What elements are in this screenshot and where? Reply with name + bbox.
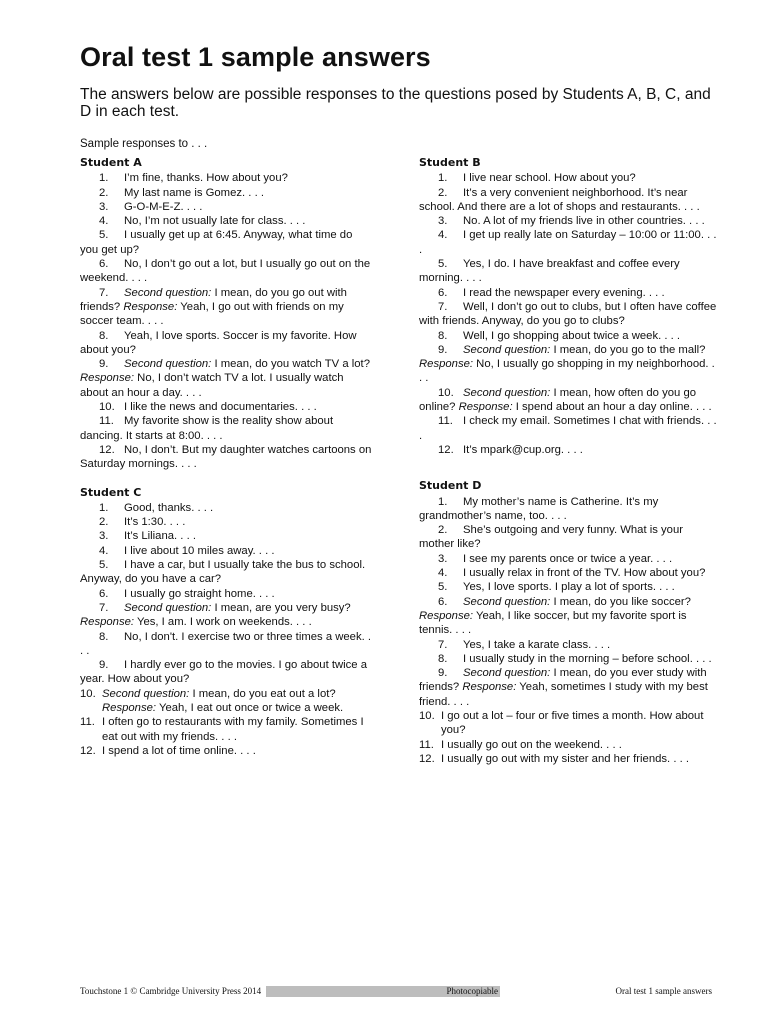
answer-item [80,744,372,758]
answer-number: 1. [99,501,109,514]
answer-number: 1. [99,172,109,185]
answer-text [419,186,719,215]
answer-item [419,257,719,286]
answer-text [419,300,719,329]
answer-label: Second question: [463,386,551,399]
answer-item [80,558,372,587]
answer-item [419,228,719,257]
answer-item [419,186,719,215]
answer-segment: I see my parents once or twice a year. . . . [463,552,673,565]
answer-number: 5. [438,581,448,594]
answer-segment: Yeah, I love sports. Soccer is my favorite. How about you? [80,329,357,356]
answer-segment: I often go to restaurants with my family. Sometimes I eat out with my friends. . . . [102,716,364,743]
answer-number: 11. [438,415,453,428]
page-footer [80,986,712,998]
answer-text [419,228,719,257]
answer-item [419,566,719,580]
answer-item [419,552,719,566]
answer-label: Response: [80,372,135,385]
answer-text [419,414,719,443]
answer-segment: It’s Liliana. . . . [124,530,197,543]
answer-segment: No, I usually go shopping in my neighborhood. . . . [419,358,715,385]
answer-number: 8. [99,329,109,342]
answer-segment: I live near school. How about you? [463,172,636,185]
answer-item [80,357,372,400]
answer-item [80,200,372,214]
answer-item [80,715,372,744]
answer-number: 5. [99,229,109,242]
answer-segment: Yes, I do. I have breakfast and coffee every morning. . . . [419,258,680,285]
answer-segment: No, I don’t go out a lot, but I usually go out on the weekend. . . . [80,258,371,285]
answer-item [419,329,719,343]
student-b-answers [419,171,719,457]
answer-label: Response: [80,616,135,629]
answer-number: 2. [438,524,448,537]
answer-number: 2. [438,186,448,199]
answer-label: Second question: [463,343,551,356]
answer-number: 11. [99,415,114,428]
answer-text [80,630,372,659]
answer-segment: I mean, do you go out with friends? [80,286,347,313]
sample-responses-lead: Sample responses to . . . [80,138,208,150]
answer-text [80,414,372,443]
student-b-section [419,156,719,457]
answer-text [419,214,719,228]
answer-segment: I mean, are you very busy? [211,601,351,614]
answer-number: 3. [99,530,109,543]
answer-label: Response: [102,701,157,714]
answer-item [80,515,372,529]
answer-segment: I spend about an hour a day online. . . . [512,401,712,414]
answer-item [80,186,372,200]
answer-item [419,443,719,457]
answer-number: 2. [99,186,109,199]
answer-text [80,200,372,214]
answer-segment: I go out a lot – four or five times a month. How about you? [441,709,704,737]
answer-text [80,329,372,358]
answer-item [80,587,372,601]
answer-number: 7. [438,300,448,313]
footer-photocopiable-bar [266,986,500,997]
answer-segment: Well, I go shopping about twice a week. . . . [463,329,681,342]
answer-segment: I mean, do you eat out a lot? [189,687,336,700]
answer-segment: Good, thanks. . . . [124,501,214,514]
answer-text [419,495,719,524]
answer-text [419,566,719,580]
answer-number: 8. [438,329,448,342]
answer-number: 12. [438,443,454,456]
answer-text [419,595,719,638]
answer-segment: I have a car, but I usually take the bus to school. Anyway, do you have a car? [80,559,366,586]
answer-segment: I usually get up at 6:45. Anyway, what time do you get up? [80,229,353,256]
student-d-answers [419,495,719,767]
answer-number: 4. [438,567,448,580]
answer-number: 4. [99,544,109,557]
answer-label: Second question: [463,667,551,680]
answer-number: 6. [99,587,109,600]
answer-text [80,658,372,687]
answer-text [80,357,372,400]
answer-text [419,738,719,752]
answer-segment: No. A lot of my friends live in other countries. . . . [463,215,705,228]
answer-segment: Yeah, I eat out once or twice a week. [156,701,344,714]
answer-segment: I mean, how often do you go online? [419,386,697,414]
answer-segment: It’s a very convenient neighborhood. It’s near school. And there are a lot of shops and restaurants. . . . [419,186,700,213]
answer-segment: No, I don’t watch TV a lot. I usually watch about an hour a day. . . . [80,372,344,399]
footer-copyright: Touchstone 1 © Cambridge University Press 2014 [80,986,262,996]
answer-item [80,529,372,543]
answer-item [80,630,372,659]
answer-item [80,443,372,472]
answer-number: 11. [80,716,95,729]
answer-segment: No, I don't. I exercise two or three times a week. . . . [80,630,372,657]
answer-item [80,601,372,630]
answer-item [419,752,719,766]
student-c-section [80,486,372,759]
answer-number: 4. [99,215,109,228]
answer-text [80,715,372,744]
answer-segment: I usually go out on the weekend. . . . [441,738,622,751]
answer-item [419,343,719,386]
answer-text [80,286,372,329]
answer-text [419,638,719,652]
answer-item [80,414,372,443]
answer-text [80,400,372,414]
answer-item [419,300,719,329]
footer-page-label: Oral test 1 sample answers [615,986,712,996]
student-c-answers [80,501,372,758]
answer-segment: I check my email. Sometimes I chat with friends. . . . [419,415,717,442]
answer-text [419,666,719,709]
answer-number: 6. [438,286,448,299]
answer-item [419,386,719,415]
answer-text [419,257,719,286]
answer-text [419,286,719,300]
answer-label: Response: [458,401,513,414]
answer-text [419,523,719,552]
answer-segment: I live about 10 miles away. . . . [124,544,275,557]
answer-number: 10. [419,709,435,722]
answer-segment: Yes, I am. I work on weekends. . . . [134,616,312,629]
answer-item [419,666,719,709]
answer-number: 10. [99,401,115,414]
answer-segment: I usually go out with my sister and her friends. . . . [441,752,690,765]
student-d-section [419,479,719,766]
answer-text [80,186,372,200]
answer-segment: No, I don’t. But my daughter watches cartoons on Saturday mornings. . . . [80,443,372,471]
right-column [419,156,719,780]
answer-item [419,595,719,638]
answer-number: 4. [438,229,448,242]
answer-number: 12. [99,443,115,456]
answer-number: 5. [99,559,109,572]
answer-number: 6. [99,258,109,271]
answer-segment: It’s mpark@cup.org. . . . [463,443,583,456]
answer-text [80,529,372,543]
answer-number: 6. [438,595,448,608]
answer-segment: She’s outgoing and very funny. What is your mother like? [419,524,683,551]
answer-segment: I’m fine, thanks. How about you? [124,172,288,185]
student-d-heading: Student D [419,479,482,493]
answer-text [419,343,719,386]
answer-number: 1. [438,172,448,185]
answer-segment: I hardly ever go to the movies. I go about twice a year. How about you? [80,659,368,686]
answer-number: 7. [99,601,109,614]
answer-label: Second question: [124,286,212,299]
answer-number: 8. [99,630,109,643]
answer-item [80,501,372,515]
answer-number: 9. [99,358,109,371]
answer-text [80,558,372,587]
answer-item [419,738,719,752]
answer-number: 8. [438,652,448,665]
answer-item [80,687,372,716]
answer-segment: I mean, do you ever study with friends? [419,667,707,694]
answer-number: 1. [438,495,448,508]
answer-item [419,709,719,738]
answer-item [80,286,372,329]
answer-item [80,400,372,414]
answer-text [419,709,719,738]
intro-paragraph: The answers below are possible responses to the questions posed by Students A, B, C, and D in each test. [80,86,711,120]
answer-text [80,257,372,286]
answer-item [419,214,719,228]
answer-number: 5. [438,258,448,271]
answer-label: Response: [123,300,178,313]
answer-segment: I usually go straight home. . . . [124,587,275,600]
answer-item [419,523,719,552]
answer-item [419,652,719,666]
answer-segment: I mean, do you go to the mall? [550,343,706,356]
answer-segment: G-O-M-E-Z. . . . [124,200,203,213]
answer-item [419,638,719,652]
answer-number: 7. [99,286,109,299]
student-a-heading: Student A [80,156,142,169]
student-a-answers [80,171,372,471]
answer-segment: Yes, I love sports. I play a lot of sports. . . . [463,581,675,594]
answer-number: 2. [99,516,109,529]
answer-item [80,171,372,185]
answer-text [80,171,372,185]
answer-text [419,443,719,457]
answer-text [80,515,372,529]
answer-text [80,443,372,472]
answer-text [419,329,719,343]
answer-item [419,171,719,185]
answer-number: 3. [99,200,109,213]
answer-segment: My favorite show is the reality show about dancing. It starts at 8:00. . . . [80,415,334,442]
answer-segment: I like the news and documentaries. . . . [124,401,317,414]
answer-number: 7. [438,638,448,651]
answer-number: 9. [438,667,448,680]
answer-item [80,257,372,286]
answer-text [80,687,372,716]
answer-text [80,744,372,758]
answer-text [419,752,719,766]
answer-number: 12. [80,744,96,757]
answer-segment: No, I’m not usually late for class. . . . [124,215,306,228]
answer-item [419,286,719,300]
answer-label: Second question: [102,687,190,700]
answer-item [80,658,372,687]
answer-item [80,544,372,558]
footer-photocopiable-label: Photocopiable [446,986,498,996]
student-b-heading: Student B [419,156,481,169]
left-column [80,156,372,772]
answer-segment: I read the newspaper every evening. . . . [463,286,665,299]
answer-item [419,495,719,524]
answer-number: 9. [99,659,109,672]
answer-number: 12. [419,752,435,765]
answer-number: 10. [438,386,454,399]
answer-segment: Yes, I take a karate class. . . . [463,638,611,651]
answer-text [419,580,719,594]
answer-segment: I spend a lot of time online. . . . [102,744,256,757]
answer-label: Response: [419,358,474,371]
student-c-heading: Student C [80,485,142,499]
answer-segment: I mean, do you like soccer? [550,595,691,608]
answer-label: Response: [462,681,517,694]
answer-text [80,601,372,630]
answer-text [80,214,372,228]
answer-segment: Yeah, I go out with friends on my soccer team. . . . [80,300,344,328]
answer-segment: Yeah, sometimes I study with my best friend. . . . [419,681,708,708]
answer-segment: Well, I don’t go out to clubs, but I often have coffee with friends. Anyway, do you go to clubs? [419,300,717,328]
answer-number: 9. [438,343,448,356]
student-a-section [80,156,372,472]
answer-item [80,228,372,257]
answer-item [419,414,719,443]
answer-text [419,652,719,666]
answer-text [80,501,372,515]
answer-segment: I usually study in the morning – before school. . . . [463,652,712,665]
answer-text [80,587,372,601]
answer-segment: My last name is Gomez. . . . [124,186,264,199]
answer-text [419,171,719,185]
answer-segment: Yeah, I like soccer, but my favorite sport is tennis. . . . [419,609,687,637]
answer-label: Second question: [463,595,551,608]
answer-text [80,228,372,257]
page-title: Oral test 1 sample answers [80,42,431,72]
answer-segment: It’s 1:30. . . . [124,516,186,529]
answer-label: Second question: [124,601,212,614]
answer-segment: I usually relax in front of the TV. How about you? [463,567,706,580]
answer-label: Response: [419,609,474,622]
answer-item [419,580,719,594]
answer-text [419,386,719,415]
answer-segment: My mother’s name is Catherine. It’s my grandmother’s name, too. . . . [419,495,659,522]
answer-segment: I get up really late on Saturday – 10:00 or 11:00. . . . [419,229,717,256]
answer-label: Second question: [124,358,212,371]
answer-number: 3. [438,552,448,565]
answer-text [419,552,719,566]
answer-number: 10. [80,687,96,700]
answer-item [80,214,372,228]
answer-item [80,329,372,358]
answer-text [80,544,372,558]
answer-segment: I mean, do you watch TV a lot? [211,358,370,371]
answer-number: 3. [438,215,448,228]
answer-number: 11. [419,738,434,751]
